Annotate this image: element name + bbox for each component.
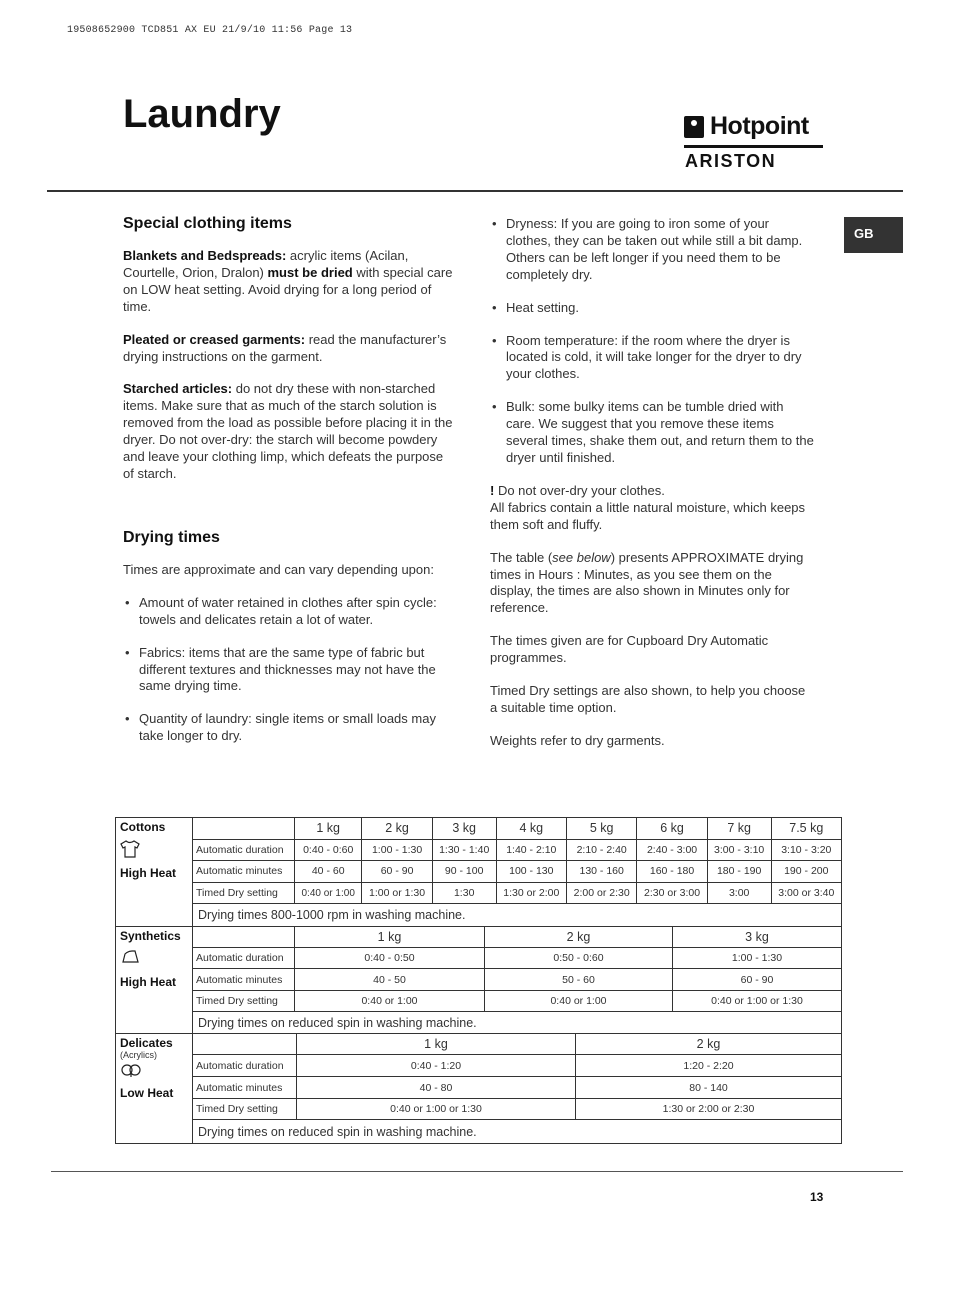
drying-times-intro: Times are approximate and can vary depending upon: <box>123 561 434 577</box>
print-header-code: 19508652900 TCD851 AX EU 21/9/10 11:56 Page 13 <box>67 25 353 36</box>
blankets-paragraph <box>123 248 453 316</box>
delicates-name: Delicates <box>120 1036 173 1050</box>
table-cell: 80 - 140 <box>576 1077 842 1099</box>
logo-sub-text: ARISTON <box>685 151 777 171</box>
logo-rule <box>684 145 823 148</box>
list-item: • Heat setting. <box>490 300 815 317</box>
table-cell: 40 - 60 <box>295 861 362 883</box>
list-item: • Bulk: some bulky items can be tumble dried with care. We suggest that you remove these items several times, shake them out, and return them to the dryer until finished. <box>490 399 815 467</box>
table-row <box>116 1120 842 1144</box>
table-cell: 60 - 90 <box>362 861 432 883</box>
table-cell: 130 - 160 <box>566 861 636 883</box>
hotpoint-mark-icon <box>684 116 704 138</box>
wool-icon <box>120 1060 188 1086</box>
table-cell: 1:20 - 2:20 <box>576 1055 842 1077</box>
language-tab: GB <box>844 217 903 253</box>
table-cell: 0:40 or 1:00 <box>485 991 673 1012</box>
drying-times-table <box>115 817 842 1144</box>
table-cell: 1:30 - 1:40 <box>432 839 496 861</box>
weight-header-blank <box>193 818 295 840</box>
warning-paragraph <box>490 483 815 534</box>
list-item: • Room temperature: if the room where the dryer is located is cold, it will take longer for the dryer to dry your clothes. <box>490 333 815 384</box>
table-row <box>116 991 842 1012</box>
synthetics-name: Synthetics <box>120 929 181 943</box>
row-label: Timed Dry setting <box>193 1099 297 1120</box>
delicates-note: Drying times on reduced spin in washing machine. <box>193 1120 842 1144</box>
footer-divider <box>51 1171 903 1172</box>
blankets-emphasis: must be dried <box>267 264 353 280</box>
pleated-text: read the manufacturer’s drying instructions on the garment. <box>123 331 447 364</box>
delicates-table <box>115 1033 842 1144</box>
brand-logo <box>684 112 824 172</box>
table-cell: 1:30 or 2:00 <box>496 882 566 904</box>
table-cell: 50 - 60 <box>485 969 673 991</box>
starched-paragraph <box>123 381 453 482</box>
table-cell: 1:00 or 1:30 <box>362 882 432 904</box>
table-cell: 3:10 - 3:20 <box>771 839 841 861</box>
table-cell: 60 - 90 <box>673 969 842 991</box>
delicates-sub: (Acrylics) <box>120 1050 157 1060</box>
table-intro-rest: ) presents APPROXIMATE drying times in Hours : Minutes, as you see them on the display, the times are also shown in Minutes only for reference. <box>490 549 804 616</box>
logo-brand-text: Hotpoint <box>710 112 809 140</box>
timed-dry-paragraph: Timed Dry settings are also shown, to help you choose a suitable time option. <box>490 683 806 715</box>
table-cell: 3:00 <box>707 882 771 904</box>
table-cell: 2:30 or 3:00 <box>637 882 707 904</box>
row-label: Automatic minutes <box>193 861 295 883</box>
table-cell: 180 - 190 <box>707 861 771 883</box>
cottons-category-cell <box>116 818 193 927</box>
shirt-icon <box>120 834 188 866</box>
row-label: Timed Dry setting <box>193 882 295 904</box>
weight-header: 1 kg <box>297 1034 576 1055</box>
list-item: • Quantity of laundry: single items or small loads may take longer to dry. <box>123 711 453 745</box>
pleated-lead: Pleated or creased garments: <box>123 331 306 347</box>
row-label: Automatic duration <box>193 948 295 969</box>
table-cell: 100 - 130 <box>496 861 566 883</box>
table-cell: 90 - 100 <box>432 861 496 883</box>
iron-icon <box>120 943 188 975</box>
table-cell: 0:40 - 1:20 <box>297 1055 576 1077</box>
cottons-table <box>115 817 842 927</box>
table-cell: 190 - 200 <box>771 861 841 883</box>
row-label: Automatic duration <box>193 1055 297 1077</box>
table-cell: 0:40 - 0:50 <box>295 948 485 969</box>
weight-header: 6 kg <box>637 818 707 840</box>
warning-mark-icon: ! <box>490 482 495 498</box>
starched-lead: Starched articles: <box>123 381 233 397</box>
table-row <box>116 839 842 861</box>
warning-line: Do not over-dry your clothes. <box>494 482 665 498</box>
table-row <box>116 904 842 927</box>
weight-header: 1 kg <box>295 818 362 840</box>
table-row <box>116 861 842 883</box>
weight-header: 2 kg <box>485 927 673 948</box>
table-row <box>116 969 842 991</box>
starched-text: do not dry these with non-starched items. Make sure that as much of the starch solution is removed from the load as possible before placing it in the dryer. Do not over-dry: the starch will become powdery and leave your clothing limp, which defeats the purpose of starch. <box>123 381 453 481</box>
list-item: • Fabrics: items that are the same type of fabric but different textures and thicknesses may not have the same drying time. <box>123 645 453 696</box>
page-title: Laundry <box>123 92 281 136</box>
weight-header: 5 kg <box>566 818 636 840</box>
table-cell: 1:30 or 2:00 or 2:30 <box>576 1099 842 1120</box>
weight-header: 1 kg <box>295 927 485 948</box>
table-cell: 0:50 - 0:60 <box>485 948 673 969</box>
blankets-text-end: with special care on LOW heat setting. Avoid drying for a long period of time. <box>123 264 453 314</box>
row-label: Timed Dry setting <box>193 991 295 1012</box>
table-cell: 160 - 180 <box>637 861 707 883</box>
weight-header: 3 kg <box>673 927 842 948</box>
synthetics-note: Drying times on reduced spin in washing machine. <box>193 1012 842 1034</box>
table-cell: 0:40 or 1:00 or 1:30 <box>673 991 842 1012</box>
weight-header-blank <box>193 1034 297 1055</box>
weight-header: 7 kg <box>707 818 771 840</box>
drying-times-heading: Drying times <box>123 528 220 546</box>
weight-header: 2 kg <box>576 1034 842 1055</box>
table-cell: 0:40 or 1:00 <box>295 991 485 1012</box>
left-column <box>123 214 453 745</box>
cottons-name: Cottons <box>120 820 166 834</box>
table-row <box>116 948 842 969</box>
cottons-heat: High Heat <box>120 866 177 880</box>
row-label: Automatic duration <box>193 839 295 861</box>
cupboard-paragraph: The times given are for Cupboard Dry Automatic programmes. <box>490 633 769 666</box>
table-row <box>116 1055 842 1077</box>
weight-header-blank <box>193 927 295 948</box>
weight-header: 2 kg <box>362 818 432 840</box>
special-clothing-heading: Special clothing items <box>123 215 292 232</box>
table-row <box>116 882 842 904</box>
table-cell: 1:40 - 2:10 <box>496 839 566 861</box>
row-label: Automatic minutes <box>193 1077 297 1099</box>
table-cell: 0:40 - 0:60 <box>295 839 362 861</box>
table-cell: 1:00 - 1:30 <box>362 839 432 861</box>
right-column <box>490 216 815 750</box>
table-cell: 40 - 80 <box>297 1077 576 1099</box>
weight-header: 4 kg <box>496 818 566 840</box>
moisture-note: All fabrics contain a little natural moisture, which keeps them soft and fluffy. <box>490 499 806 532</box>
see-below-emphasis: see below <box>552 549 611 565</box>
row-label: Automatic minutes <box>193 969 295 991</box>
weights-paragraph: Weights refer to dry garments. <box>490 732 665 748</box>
table-cell: 1:00 - 1:30 <box>673 948 842 969</box>
table-cell: 3:00 or 3:40 <box>771 882 841 904</box>
pleated-paragraph <box>123 332 453 366</box>
synthetics-table <box>115 926 842 1034</box>
list-item: • Dryness: If you are going to iron some of your clothes, they can be taken out while still a bit damp. Others can be left longer if you need them to be completely dry. <box>490 216 815 284</box>
delicates-category-cell <box>116 1034 193 1144</box>
list-item: • Amount of water retained in clothes after spin cycle: towels and delicates retain a lot of water. <box>123 595 453 629</box>
cottons-note: Drying times 800-1000 rpm in washing machine. <box>193 904 842 927</box>
header-divider <box>47 190 903 192</box>
weight-header: 3 kg <box>432 818 496 840</box>
table-cell: 0:40 or 1:00 <box>295 882 362 904</box>
synthetics-category-cell <box>116 927 193 1034</box>
table-row <box>116 1099 842 1120</box>
table-intro-start: The table ( <box>490 549 553 565</box>
page-number: 13 <box>810 1190 824 1204</box>
table-intro-paragraph <box>490 550 815 618</box>
table-row <box>116 1012 842 1034</box>
table-row <box>116 1077 842 1099</box>
blankets-lead: Blankets and Bedspreads: <box>123 248 287 263</box>
blankets-text: acrylic items (Acilan, Courtelle, Orion, Dralon) <box>123 248 409 280</box>
table-cell: 1:30 <box>432 882 496 904</box>
table-cell: 2:40 - 3:00 <box>637 839 707 861</box>
table-cell: 2:10 - 2:40 <box>566 839 636 861</box>
delicates-heat: Low Heat <box>120 1086 174 1100</box>
table-cell: 2:00 or 2:30 <box>566 882 636 904</box>
weight-header: 7.5 kg <box>771 818 841 840</box>
synthetics-heat: High Heat <box>120 975 177 989</box>
table-cell: 3:00 - 3:10 <box>707 839 771 861</box>
table-cell: 0:40 or 1:00 or 1:30 <box>297 1099 576 1120</box>
table-cell: 40 - 50 <box>295 969 485 991</box>
